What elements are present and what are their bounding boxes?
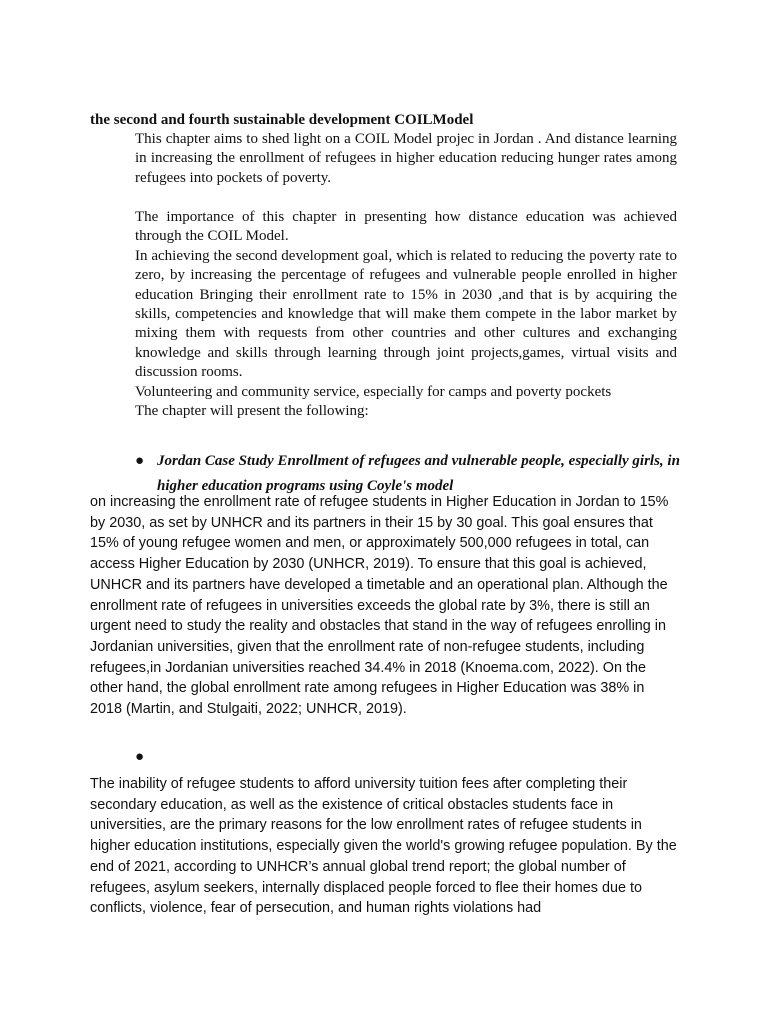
intro-paragraph-block bbox=[135, 130, 677, 188]
importance-paragraph: The importance of this chapter in presenting how distance education was achieved through the COIL Model. bbox=[135, 209, 677, 245]
case-study-body: on increasing the enrollment rate of refugee students in Higher Education in Jordan to 15% by 2030, as set by UNHCR and its partners in their 15 by 30 goal. This goal ensures that 15% of young refugee women and men, or approximately 500,000 refugees in total, can access Higher Education by 2030 (UNHCR, 2019). To ensure that this goal is achieved, UNHCR and its partners have developed a timetable and an operational plan. Although the enrollment rate of refugees in universities exceeds the global rate by 3%, there is still an urgent need to study the reality and obstacles that stand in the way of refugees enrolling in Jordanian universities, given that the enrollment rate of non-refugee students, including refugees,in Jordanian universities reached 34.4% in 2018 (Knoema.com, 2022). On the other hand, the global enrollment rate among refugees in Higher Education was 38% in 2018 (Martin, and Stulgaiti, 2022; UNHCR, 2019). bbox=[90, 494, 669, 718]
bullet-marker: ● bbox=[135, 453, 145, 469]
case-study-heading: Jordan Case Study Enrollment of refugees and vulnerable people, especially girls, in higher education programs using Coyle's model bbox=[157, 453, 680, 494]
chapter-present-paragraph: The chapter will present the following: bbox=[135, 403, 369, 420]
empty-bullet-marker: ● bbox=[135, 749, 145, 765]
section-title: the second and fourth sustainable development COILModel bbox=[90, 112, 474, 128]
second-goal-paragraph: In achieving the second development goal, which is related to reducing the poverty rate to zero, by increasing the percentage of refugees and vulnerable people enrolled in higher education Bringing their enrollment rate to 15% in 2030 ,and that is by acquiring the skills, competencies and knowledge that will make them compete in the labor market by mixing them with requests from other countries and other cultures and exchanging knowledge and skills through learning through joint projects,games, virtual visits and discussion rooms. bbox=[135, 247, 677, 381]
intro-paragraph: This chapter aims to shed light on a COIL Model projec in Jordan . And distance learning in increasing the enrollment of refugees in higher education reducing hunger rates among refugees into pockets of poverty. bbox=[135, 131, 677, 186]
case-study-body-block bbox=[90, 492, 680, 720]
inability-paragraph: The inability of refugee students to afford university tuition fees after completing their secondary education, as well as the existence of critical obstacles students face in universities, are the primary reasons for the low enrollment rates of refugee students in higher education institutions, especially given the world's growing refugee population. By the end of 2021, according to UNHCR’s annual global trend report; the global number of refugees, asylum seekers, internally displaced people forced to flee their homes due to conflicts, violence, fear of persecution, and human rights violations had bbox=[90, 776, 677, 917]
volunteering-paragraph: Volunteering and community service, especially for camps and poverty pockets bbox=[135, 383, 612, 400]
inability-paragraph-block bbox=[90, 774, 680, 919]
chapter-importance-block bbox=[135, 208, 677, 421]
